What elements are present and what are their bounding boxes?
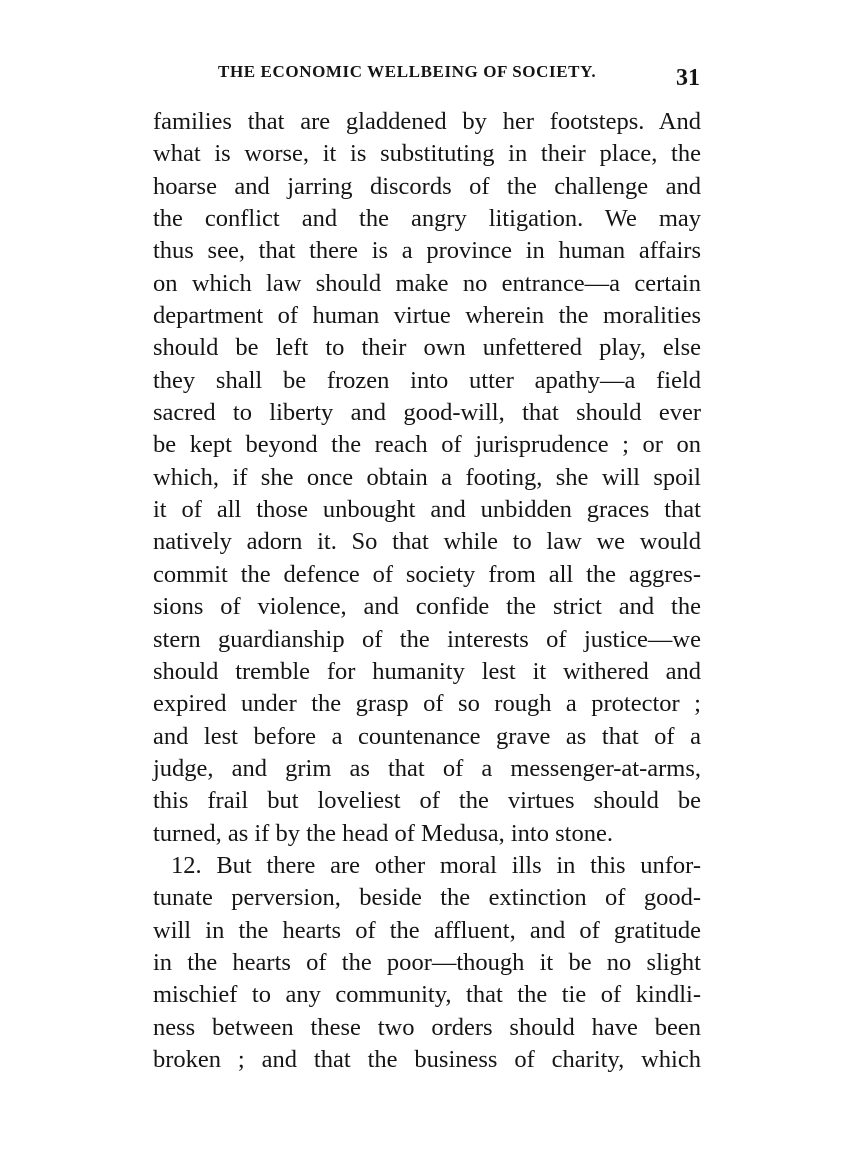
text-line: will in the hearts of the affluent, and of gratitude [153,916,701,944]
text-line: expired under the grasp of so rough a protector ; [153,690,701,718]
text-line: stern guardianship of the interests of justice—we [153,625,701,653]
text-line: thus see, that there is a province in human affairs [153,237,701,265]
text-line: sacred to liberty and good-will, that should ever [153,399,701,427]
text-line: the conflict and the angry litigation. We may [153,205,701,233]
text-line: tunate perversion, beside the extinction of good- [153,884,701,912]
running-head: THE ECONOMIC WELLBEING OF SOCIETY. [218,62,597,81]
text-line: this frail but loveliest of the virtues should be [153,787,701,815]
text-line: mischief to any community, that the tie of kindli- [153,981,701,1009]
text-line: sions of violence, and confide the strict and the [153,593,701,621]
text-line: and lest before a countenance grave as that of a [153,722,701,750]
text-line: should be left to their own unfettered play, else [153,334,701,362]
text-line: what is worse, it is substituting in their place, the [153,140,701,168]
text-line: broken ; and that the business of charity, which [153,1045,701,1073]
text-line: department of human virtue wherein the moralities [153,302,701,330]
text-line: they shall be frozen into utter apathy—a field [153,366,701,394]
page-number: 31 [676,65,700,91]
text-line: in the hearts of the poor—though it be no slight [153,948,701,976]
text-line: ness between these two orders should have been [153,1013,701,1041]
text-line: should tremble for humanity lest it withered and [153,657,701,685]
paragraph-end-line: turned, as if by the head of Medusa, into stone. [153,819,613,847]
text-line: on which law should make no entrance—a certain [153,269,701,297]
text-line: commit the defence of society from all the aggres- [153,560,701,588]
body-text [153,106,701,1076]
text-line: families that are gladdened by her footsteps. And [153,108,701,135]
text-line: hoarse and jarring discords of the challenge and [153,172,701,200]
text-line: it of all those unbought and unbidden graces that [153,496,701,524]
text-line: which, if she once obtain a footing, she will spoil [153,463,701,491]
paragraph-start-line: 12. But there are other moral ills in this unfor- [171,851,701,879]
text-line: judge, and grim as that of a messenger-at-arms, [153,754,701,782]
text-line: natively adorn it. So that while to law we would [153,528,701,556]
text-line: be kept beyond the reach of jurisprudence ; or on [153,431,701,459]
